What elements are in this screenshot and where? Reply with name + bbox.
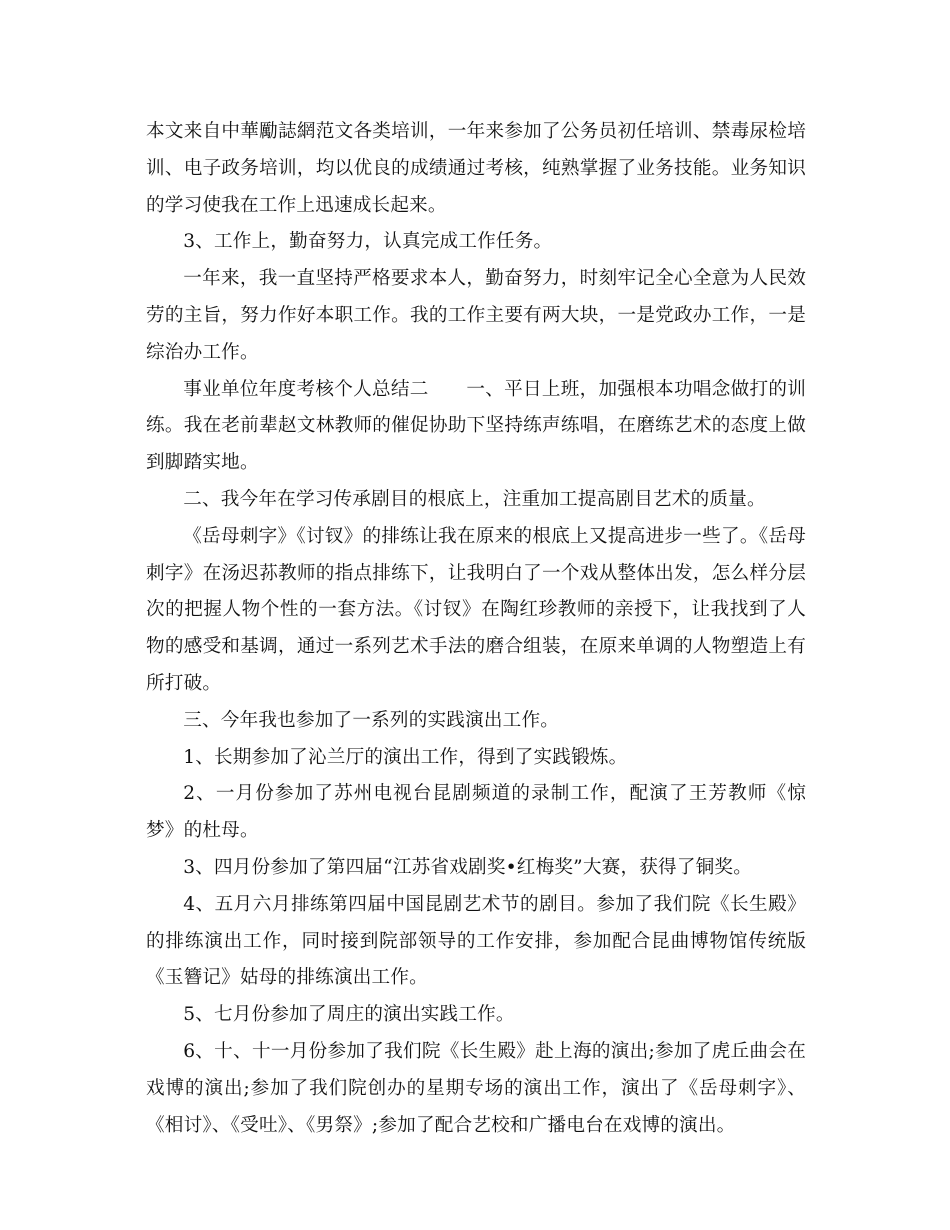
paragraph: 事业单位年度考核个人总结二 一、平日上班，加强根本功唱念做打的训练。我在老前辈赵文林教师的催促协助下坚持练声练唱，在磨练艺术的态度上做到脚踏实地。 xyxy=(146,378,806,474)
paragraph: 本文来自中華勵誌網范文各类培训，一年来参加了公务员初任培训、禁毒尿检培训、电子政务培训，均以优良的成绩通过考核，纯熟掌握了业务技能。业务知识的学习使我在工作上迅速成长起来。 xyxy=(146,121,806,216)
paragraph: 3、工作上，勤奋努力，认真完成工作任务。 xyxy=(183,231,553,253)
paragraph: 5、七月份参加了周庄的演出实践工作。 xyxy=(183,1004,515,1026)
paragraph: 2、一月份参加了苏州电视台昆剧频道的录制工作，配演了王芳教师《惊梦》的杜母。 xyxy=(146,783,806,842)
document-body xyxy=(146,114,806,1144)
paragraph: 三、今年我也参加了一系列的实践演出工作。 xyxy=(183,709,560,731)
paragraph: 《岳母刺字》《讨钗》的排练让我在原来的根底上又提高进步一些了。《岳母刺字》在汤迟荪教师的指点排练下，让我明白了一个戏从整体出发，怎么样分层次的把握人物个性的一套方法。《讨钗》在陶红珍教师的亲授下，让我找到了人物的感受和基调，通过一系列艺术手法的磨合组装，在原来单调的人物塑造上有所打破。 xyxy=(146,525,806,694)
paragraph: 6、十、十一月份参加了我们院《长生殿》赴上海的演出;参加了虎丘曲会在戏博的演出;参加了我们院创办的星期专场的演出工作，演出了《岳母刺字》、《相讨》、《受吐》、《男祭》;参加了配合艺校和广播电台在戏博的演出。 xyxy=(146,1040,806,1136)
paragraph: 3、四月份参加了第四届“江苏省戏剧奖•红梅奖”大赛，获得了铜奖。 xyxy=(183,856,753,878)
paragraph: 一年来，我一直坚持严格要求本人，勤奋努力，时刻牢记全心全意为人民效劳的主旨，努力作好本职工作。我的工作主要有两大块，一是党政办工作，一是综治办工作。 xyxy=(146,268,806,363)
paragraph: 4、五月六月排练第四届中国昆剧艺术节的剧目。参加了我们院《长生殿》的排练演出工作，同时接到院部领导的工作安排，参加配合昆曲博物馆传统版《玉簪记》姑母的排练演出工作。 xyxy=(146,893,806,989)
paragraph: 1、长期参加了沁兰厅的演出工作，得到了实践锻炼。 xyxy=(183,746,628,768)
paragraph: 二、我今年在学习传承剧目的根底上，注重加工提高剧目艺术的质量。 xyxy=(183,488,766,510)
